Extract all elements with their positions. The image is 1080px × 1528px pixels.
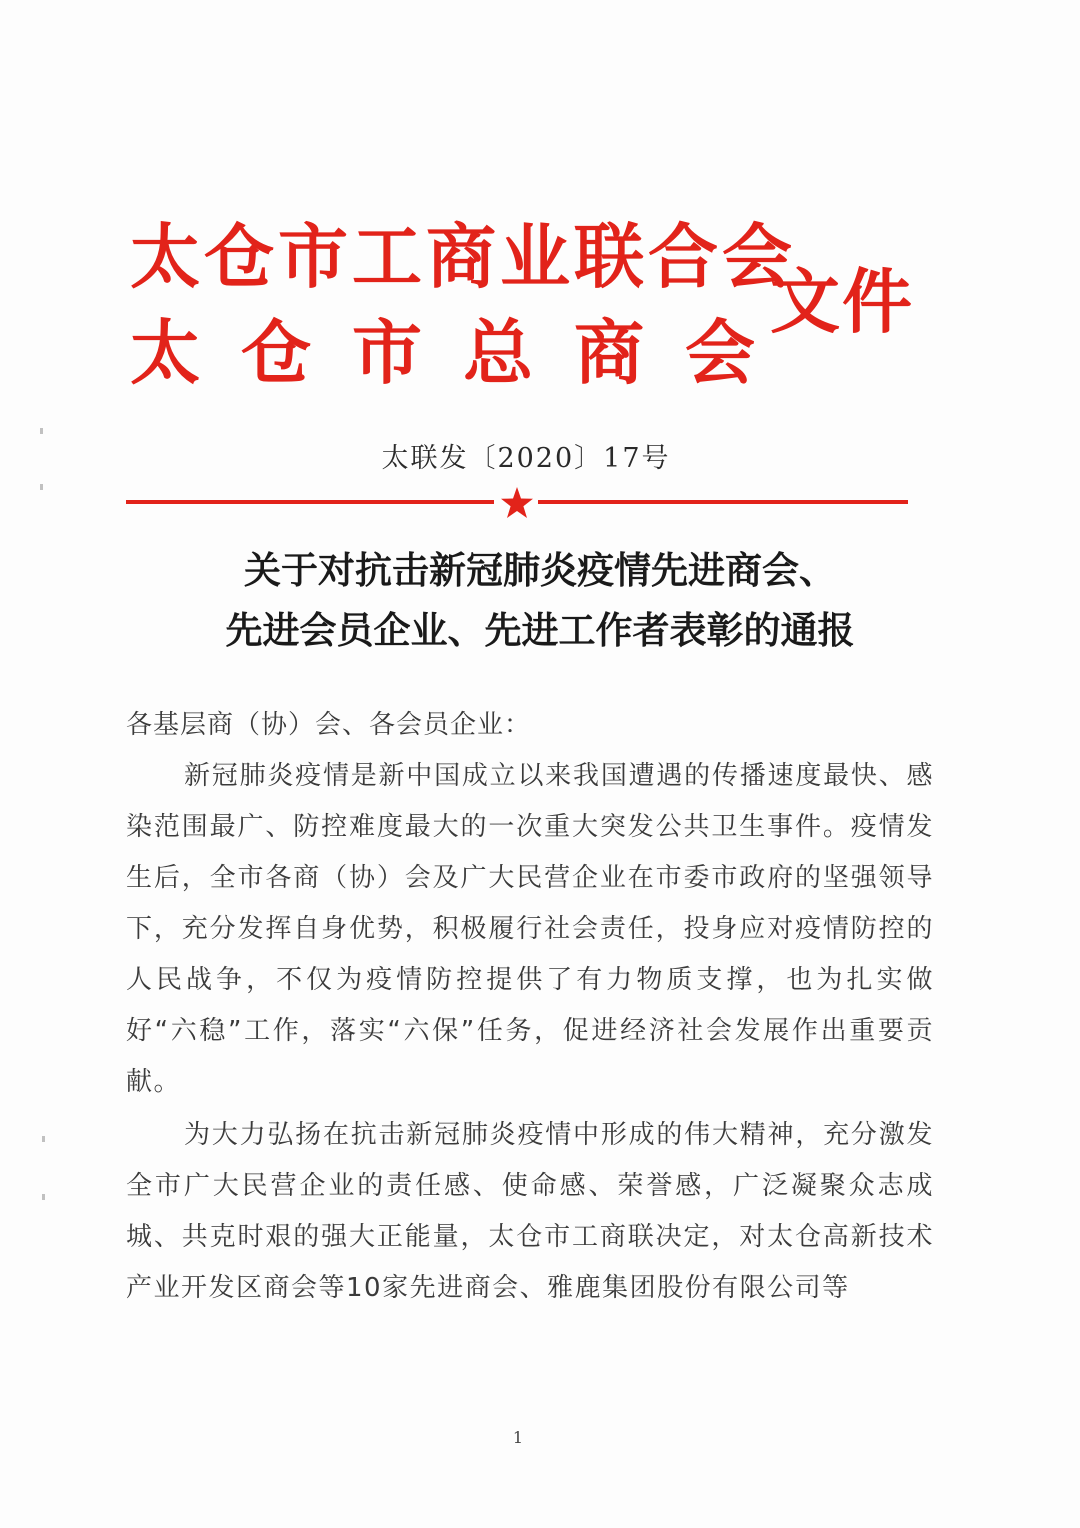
title-line-2: 先进会员企业、先进工作者表彰的通报 — [225, 608, 855, 652]
masthead-org-2-char: 会 — [685, 311, 755, 394]
masthead — [130, 215, 930, 395]
document-title — [0, 540, 1080, 660]
scan-speck — [42, 1194, 45, 1200]
scan-speck — [42, 1136, 45, 1142]
masthead-org-1: 太仓市工商业联合会 — [130, 215, 796, 298]
masthead-org-2-char: 仓 — [241, 311, 311, 394]
scan-speck — [40, 428, 43, 434]
rule-line-left — [126, 500, 494, 504]
masthead-org-2-char: 市 — [352, 311, 422, 394]
salutation: 各基层商（协）会、各会员企业： — [126, 710, 532, 740]
title-line-1: 关于对抗击新冠肺炎疫情先进商会、 — [244, 548, 836, 592]
document-number: 太联发〔2020〕17号 — [381, 443, 671, 474]
page-number: 1 — [512, 1428, 524, 1447]
masthead-org-2-char: 总 — [463, 311, 533, 394]
masthead-suffix: 文件 — [770, 260, 914, 343]
body-paragraph: 为大力弘扬在抗击新冠肺炎疫情中形成的伟大精神，充分激发全市广大民营企业的责任感、使命感、荣誉感，广泛凝聚众志成城、共克时艰的强大正能量，太仓市工商联决定，对太仓高新技术产业开发区商会等10家先进商会、雅鹿集团股份有限公司等 — [126, 1120, 934, 1303]
red-rule — [126, 490, 908, 518]
rule-line-right — [538, 500, 908, 504]
scan-speck — [40, 484, 43, 490]
body-paragraph: 新冠肺炎疫情是新中国成立以来我国遭遇的传播速度最快、感染范围最广、防控难度最大的一次重大突发公共卫生事件。疫情发生后，全市各商（协）会及广大民营企业在市委市政府的坚强领导下，充分发挥自身优势，积极履行社会责任，投身应对疫情防控的人民战争，不仅为疫情防控提供了有力物质支撑，也为扎实做好“六稳”工作，落实“六保”任务，促进经济社会发展作出重要贡献。 — [126, 761, 934, 1097]
masthead-org-2-char: 太 — [130, 311, 200, 394]
masthead-org-2-char: 商 — [574, 311, 644, 394]
star-icon — [500, 486, 534, 520]
document-body — [126, 700, 934, 1314]
masthead-org-2 — [130, 311, 755, 395]
